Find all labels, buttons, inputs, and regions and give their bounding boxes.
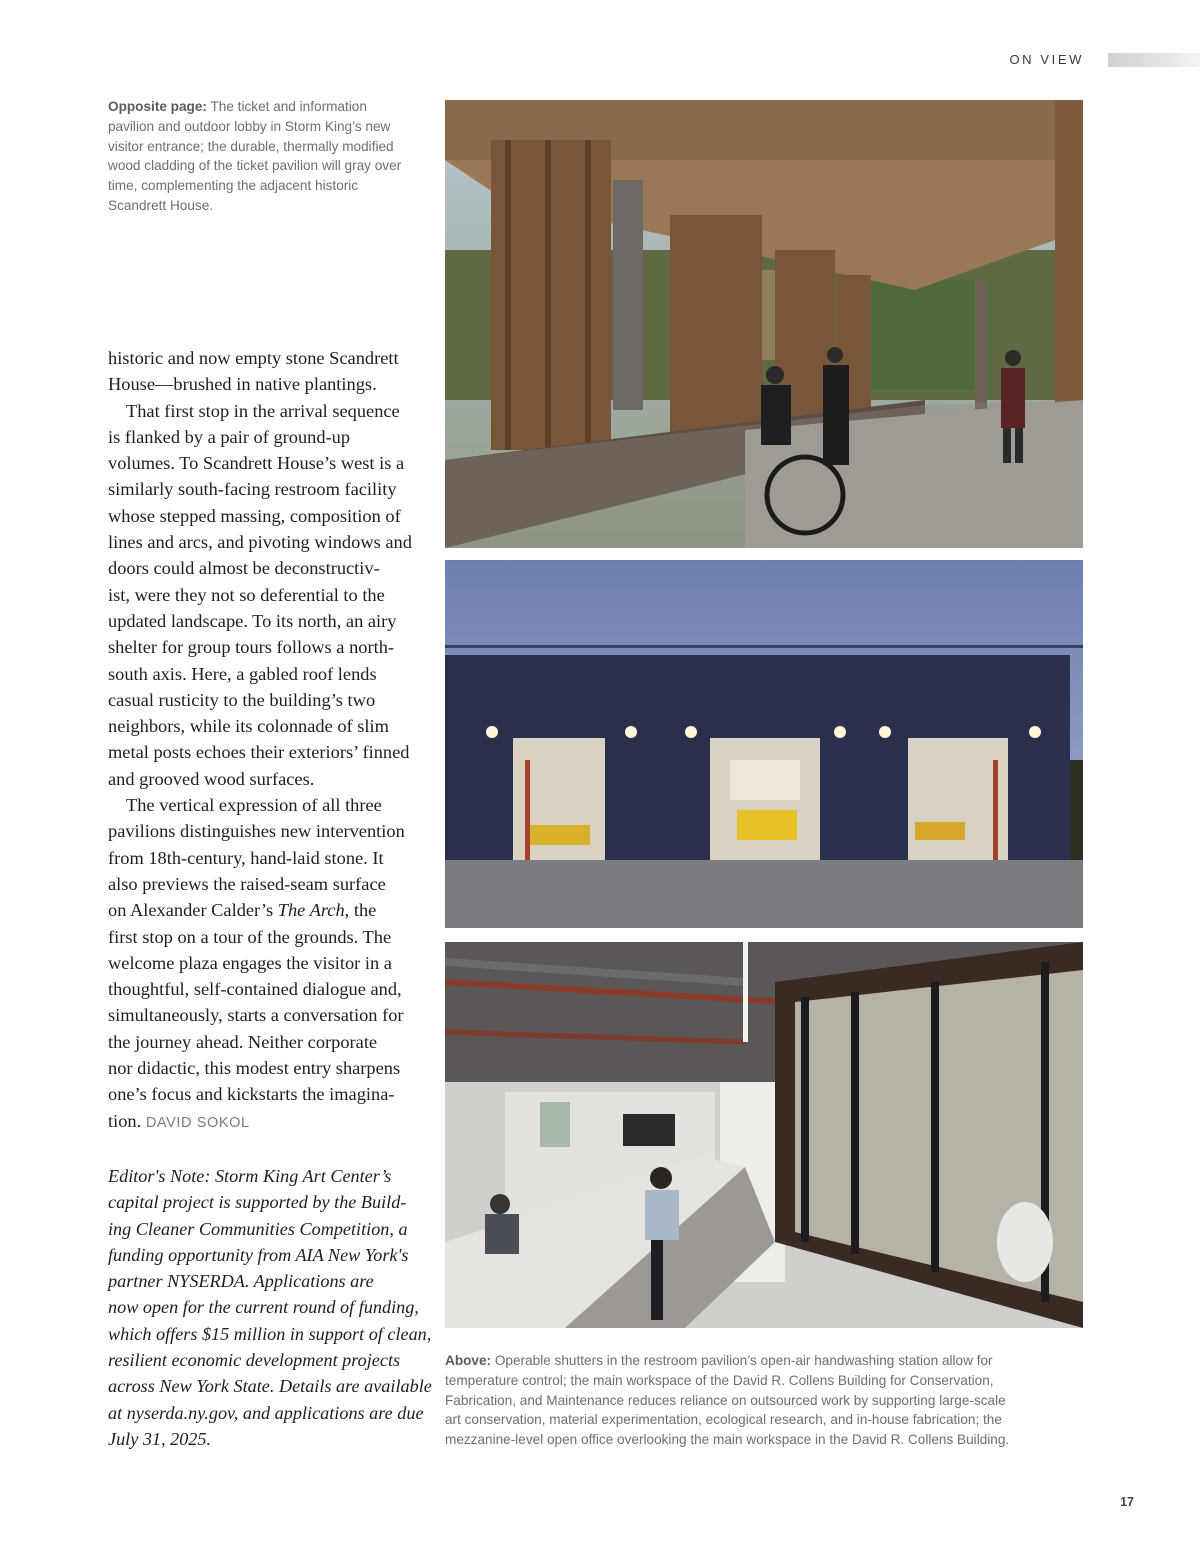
collens-building-exterior-illustration [445, 560, 1083, 928]
page-number: 17 [1120, 1495, 1134, 1509]
calder-after: , the [344, 900, 377, 921]
photo-handwashing-station [445, 100, 1083, 548]
article-line: first stop on a tour of the grounds. The [108, 926, 392, 947]
note-line: Editor's Note: Storm King Art Center’s [108, 1166, 392, 1186]
article-line: similarly south-facing restroom facility [108, 479, 397, 500]
note-line: which offers $15 million in support of clean, [108, 1323, 432, 1344]
note-line: capital project is supported by the Build- [108, 1192, 407, 1213]
note-line: July 31, 2025. [108, 1428, 212, 1449]
caption-above [445, 1351, 1085, 1450]
article-line: and grooved wood surfaces. [108, 768, 315, 789]
article-line: south axis. Here, a gabled roof lends [108, 663, 377, 684]
calder-before: on Alexander Calder’s [108, 900, 278, 921]
article-line: welcome plaza engages the visitor in a [108, 952, 392, 973]
article-line: whose stepped massing, composition of [108, 505, 401, 526]
caption-text: The ticket and information pavilion and outdoor lobby in Storm King’s new visitor entrance; the durable, thermally modified wood cladding of the ticket pavilion will gray over time, complementing the adjacent historic Scandrett House. [108, 99, 402, 213]
article-line: volumes. To Scandrett House’s west is a [108, 453, 405, 474]
article-line: also previews the raised-seam surface [108, 873, 386, 894]
article-line: metal posts echoes their exteriors’ finned [108, 742, 410, 763]
article-line: shelter for group tours follows a north- [108, 637, 395, 658]
article-line: The vertical expression of all three [126, 795, 382, 816]
article-line: lines and arcs, and pivoting windows and [108, 532, 412, 553]
photo-mezzanine-office [445, 942, 1083, 1328]
article-line: is flanked by a pair of ground-up [108, 426, 351, 447]
article-line: thoughtful, self-contained dialogue and, [108, 979, 402, 1000]
caption-line: temperature control; the main workspace of the David R. Collens Building for Conservation, [445, 1372, 994, 1388]
article-line: updated landscape. To its north, an airy [108, 610, 397, 631]
photo-collens-building-exterior [445, 560, 1083, 928]
article-line-calder [108, 897, 408, 923]
caption-first-line: Operable shutters in the restroom pavilion’s open-air handwashing station allow for [494, 1353, 993, 1368]
handwashing-station-illustration [445, 100, 1083, 548]
note-line: partner NYSERDA. Applications are [108, 1271, 374, 1292]
caption-lead: Above: [445, 1353, 492, 1368]
mezzanine-office-illustration [445, 942, 1083, 1328]
note-line: ing Cleaner Communities Competition, a [108, 1218, 408, 1239]
article-line: one’s focus and kickstarts the imagina- [108, 1084, 395, 1105]
caption-line: Fabrication, and Maintenance reduces reliance on outsourced work by supporting large-scale [445, 1392, 1006, 1408]
section-label: ON VIEW [1009, 52, 1084, 67]
article-line: House—brushed in native plantings. [108, 374, 377, 395]
note-line: at nyserda.ny.gov, and applications are due [108, 1402, 424, 1423]
note-line: funding opportunity from AIA New York's [108, 1244, 409, 1265]
caption-opposite-page [108, 97, 408, 216]
article-line: the journey ahead. Neither corporate [108, 1031, 378, 1052]
article-line: neighbors, while its colonnade of slim [108, 716, 389, 737]
article-line: That first stop in the arrival sequence [126, 400, 400, 421]
caption-lead: Opposite page: [108, 99, 207, 114]
caption-line [445, 1351, 1085, 1371]
article-line: historic and now empty stone Scandrett [108, 348, 399, 368]
note-line: resilient economic development projects [108, 1350, 401, 1371]
caption-line: art conservation, material experimentation, ecological research, and in-house fabrication; the [445, 1412, 1002, 1428]
editors-note [108, 1163, 432, 1452]
article-line: ist, were they not so deferential to the [108, 584, 385, 605]
note-line: now open for the current round of funding, [108, 1297, 419, 1318]
article-body [108, 345, 412, 1136]
caption-line: mezzanine-level open office overlooking the main workspace in the David R. Collens Building. [445, 1432, 1010, 1448]
last-line-text: tion. [108, 1110, 142, 1131]
article-line: pavilions distinguishes new intervention [108, 821, 405, 842]
section-bar [1108, 53, 1200, 67]
artwork-title: The Arch [277, 900, 345, 921]
article-line: casual rusticity to the building’s two [108, 689, 376, 710]
article-line: from 18th-century, hand-laid stone. It [108, 847, 384, 868]
author-byline: DAVID SOKOL [145, 1114, 250, 1131]
article-line: simultaneously, starts a conversation for [108, 1005, 404, 1026]
article-last-line [108, 1108, 408, 1136]
article-line: nor didactic, this modest entry sharpens [108, 1058, 401, 1079]
note-line: across New York State. Details are available [108, 1376, 432, 1397]
article-line: doors could almost be deconstructiv- [108, 558, 380, 579]
